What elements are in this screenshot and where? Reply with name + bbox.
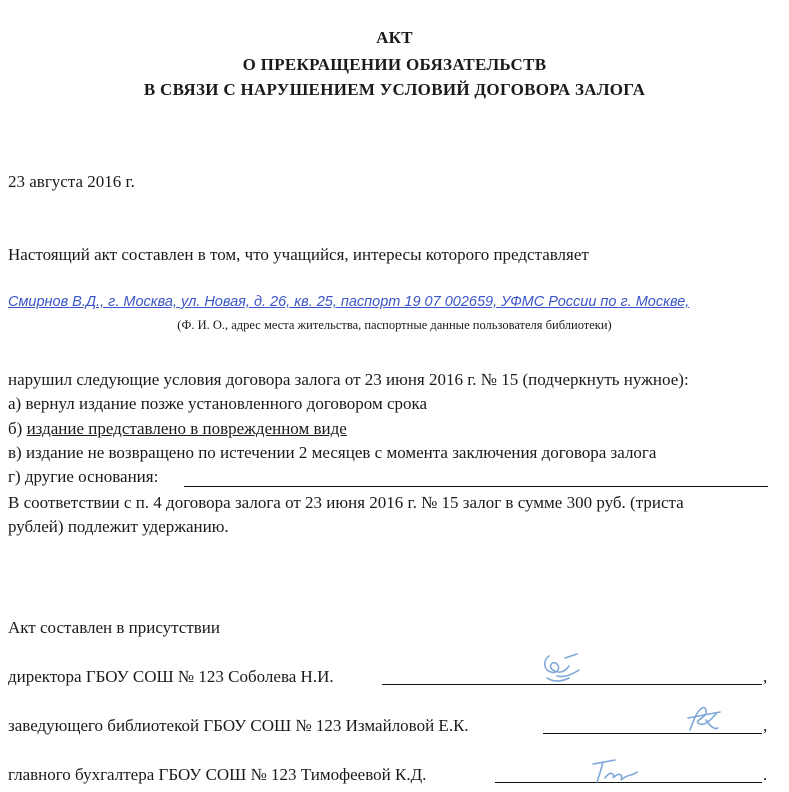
violation-option-d: г) другие основания:: [8, 467, 159, 486]
conclusion-line-1: В соответствии с п. 4 договора залога от 23 июня 2016 г. № 15 залог в сумме 300 руб. (триста: [8, 493, 684, 512]
person-caption: (Ф. И. О., адрес места жительства, паспортные данные пользователя библиотеки): [177, 318, 612, 332]
doc-subtitle-2: В СВЯЗИ С НАРУШЕНИЕМ УСЛОВИЙ ДОГОВОРА ЗАЛОГА: [143, 80, 646, 99]
option-b-underlined: издание представлено в поврежденном виде: [26, 419, 347, 438]
doc-title: АКТ: [376, 28, 413, 47]
presence-text: Акт составлен в присутствии: [8, 618, 220, 637]
doc-date: 23 августа 2016 г.: [8, 172, 135, 191]
signature-director-icon: [535, 648, 590, 688]
violation-lead: нарушил следующие условия договора залога от 23 июня 2016 г. № 15 (подчеркнуть нужное):: [8, 370, 689, 389]
violation-option-b: [8, 419, 347, 439]
intro-text: Настоящий акт составлен в том, что учащийся, интересы которого представляет: [8, 245, 589, 264]
signatory-accountant: главного бухгалтера ГБОУ СОШ № 123 Тимофеевой К.Д.: [8, 765, 427, 784]
other-reasons-line: [184, 486, 768, 487]
violation-option-c: в) издание не возвращено по истечении 2 месяцев с момента заключения договора залога: [8, 443, 657, 462]
conclusion-line-2: рублей) подлежит удержанию.: [8, 517, 229, 536]
signatory-director-end: ,: [763, 667, 768, 686]
violation-option-a: а) вернул издание позже установленного договором срока: [8, 394, 428, 413]
person-details: Смирнов В.Д., г. Москва, ул. Новая, д. 26, кв. 25, паспорт 19 07 002659, УФМС России по г. Москве,: [8, 294, 690, 310]
doc-subtitle-1: О ПРЕКРАЩЕНИИ ОБЯЗАТЕЛЬСТВ: [242, 55, 547, 74]
signatory-accountant-end: .: [763, 765, 768, 784]
signatory-librarian: заведующего библиотекой ГБОУ СОШ № 123 Измайловой Е.К.: [8, 716, 469, 735]
signatory-director: директора ГБОУ СОШ № 123 Соболева Н.И.: [8, 667, 334, 686]
signature-librarian-icon: [680, 700, 730, 740]
option-b-prefix: б): [8, 419, 27, 438]
signatory-librarian-end: ,: [763, 716, 768, 735]
signature-accountant-icon: [585, 752, 645, 790]
